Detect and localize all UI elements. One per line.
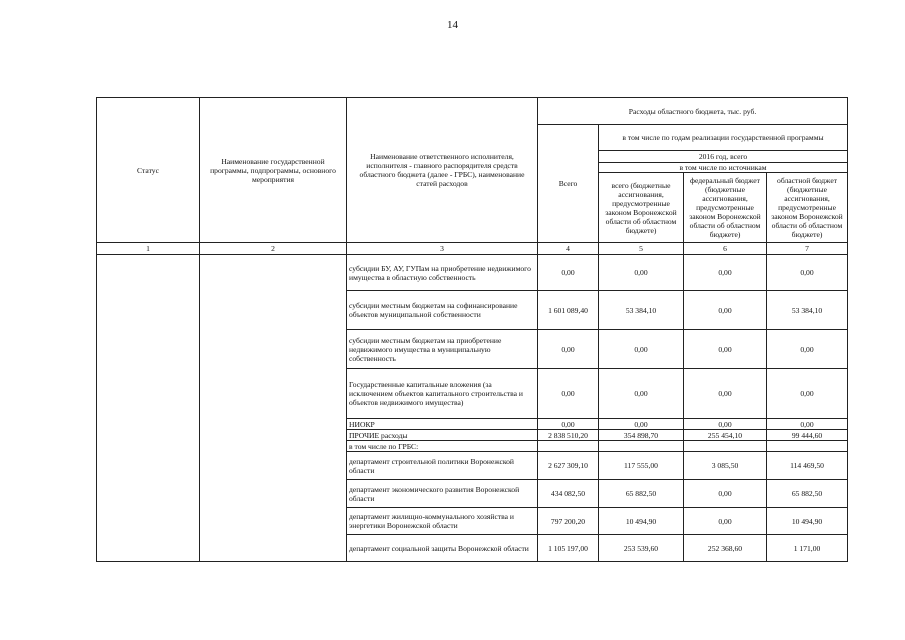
row-2016: 0,00 xyxy=(599,369,684,419)
row-total: 2 838 510,20 xyxy=(538,430,599,441)
row-2016: 0,00 xyxy=(599,330,684,369)
row-name: в том числе по ГРБС: xyxy=(347,441,538,452)
header-status: Статус xyxy=(97,98,200,243)
header-src-federal: федеральный бюджет (бюджетные ассигнования, предусмотренные законом Воронежской области об областном бюджете) xyxy=(684,173,767,243)
row-2016: 0,00 xyxy=(599,255,684,291)
row-name: НИОКР xyxy=(347,419,538,430)
row-regional: 0,00 xyxy=(767,255,848,291)
row-total: 0,00 xyxy=(538,369,599,419)
row-2016: 0,00 xyxy=(599,419,684,430)
program-cell xyxy=(200,255,347,562)
row-regional: 0,00 xyxy=(767,330,848,369)
row-federal: 0,00 xyxy=(684,508,767,535)
row-federal: 0,00 xyxy=(684,330,767,369)
row-name: субсидии БУ, АУ, ГУПам на приобретение недвижимого имущества в областную собственность xyxy=(347,255,538,291)
row-2016 xyxy=(599,441,684,452)
header-executor-name: Наименование ответственного исполнителя, исполнителя - главного распорядителя средств областного бюджета (далее - ГРБС), наименование статей расходов xyxy=(347,98,538,243)
row-total xyxy=(538,441,599,452)
row-name: департамент социальной защиты Воронежской области xyxy=(347,535,538,562)
table-row xyxy=(97,255,848,291)
row-2016: 253 539,60 xyxy=(599,535,684,562)
header-expenses-title: Расходы областного бюджета, тыс. руб. xyxy=(538,98,848,125)
row-2016: 354 898,70 xyxy=(599,430,684,441)
row-name: ПРОЧИЕ расходы xyxy=(347,430,538,441)
row-name: субсидии местным бюджетам на софинансирование объектов муниципальной собственности xyxy=(347,291,538,330)
row-regional xyxy=(767,441,848,452)
row-federal: 3 085,50 xyxy=(684,452,767,480)
column-number: 7 xyxy=(767,243,848,255)
row-name: департамент экономического развития Воронежской области xyxy=(347,480,538,508)
row-name: департамент строительной политики Воронежской области xyxy=(347,452,538,480)
row-federal: 0,00 xyxy=(684,369,767,419)
status-cell xyxy=(97,255,200,562)
row-regional: 1 171,00 xyxy=(767,535,848,562)
page-number: 14 xyxy=(447,19,458,31)
row-regional: 10 494,90 xyxy=(767,508,848,535)
row-regional: 65 882,50 xyxy=(767,480,848,508)
row-total: 0,00 xyxy=(538,255,599,291)
row-federal: 0,00 xyxy=(684,255,767,291)
row-federal xyxy=(684,441,767,452)
row-name: Государственные капитальные вложения (за исключением объектов капитального строительства и объектов недвижимого имущества) xyxy=(347,369,538,419)
row-federal: 0,00 xyxy=(684,291,767,330)
row-regional: 114 469,50 xyxy=(767,452,848,480)
header-by-sources: в том числе по источникам xyxy=(599,163,848,173)
row-2016: 65 882,50 xyxy=(599,480,684,508)
row-regional: 99 444,60 xyxy=(767,430,848,441)
row-total: 2 627 309,10 xyxy=(538,452,599,480)
row-total: 797 200,20 xyxy=(538,508,599,535)
header-src-total: всего (бюджетные ассигнования, предусмотренные законом Воронежской области об областном бюджете) xyxy=(599,173,684,243)
row-2016: 117 555,00 xyxy=(599,452,684,480)
header-src-regional: областной бюджет (бюджетные ассигнования, предусмотренные законом Воронежской области об областном бюджете) xyxy=(767,173,848,243)
header-year: 2016 год, всего xyxy=(599,151,848,163)
column-number: 4 xyxy=(538,243,599,255)
budget-table xyxy=(96,97,848,562)
header-total: Всего xyxy=(538,125,599,243)
row-total: 0,00 xyxy=(538,330,599,369)
row-regional: 0,00 xyxy=(767,369,848,419)
column-number: 2 xyxy=(200,243,347,255)
row-total: 1 105 197,00 xyxy=(538,535,599,562)
column-number: 1 xyxy=(97,243,200,255)
header-program-name: Наименование государственной программы, подпрограммы, основного мероприятия xyxy=(200,98,347,243)
row-federal: 255 454,10 xyxy=(684,430,767,441)
column-number: 3 xyxy=(347,243,538,255)
column-number: 5 xyxy=(599,243,684,255)
row-total: 434 082,50 xyxy=(538,480,599,508)
header-by-years: в том числе по годам реализации государственной программы xyxy=(599,125,848,151)
row-federal: 252 368,60 xyxy=(684,535,767,562)
column-number: 6 xyxy=(684,243,767,255)
row-regional: 53 384,10 xyxy=(767,291,848,330)
row-name: департамент жилищно-коммунального хозяйства и энергетики Воронежской области xyxy=(347,508,538,535)
row-federal: 0,00 xyxy=(684,419,767,430)
row-total: 0,00 xyxy=(538,419,599,430)
row-regional: 0,00 xyxy=(767,419,848,430)
row-name: субсидии местным бюджетам на приобретение недвижимого имущества в муниципальную собственность xyxy=(347,330,538,369)
row-2016: 53 384,10 xyxy=(599,291,684,330)
row-federal: 0,00 xyxy=(684,480,767,508)
row-total: 1 601 089,40 xyxy=(538,291,599,330)
row-2016: 10 494,90 xyxy=(599,508,684,535)
